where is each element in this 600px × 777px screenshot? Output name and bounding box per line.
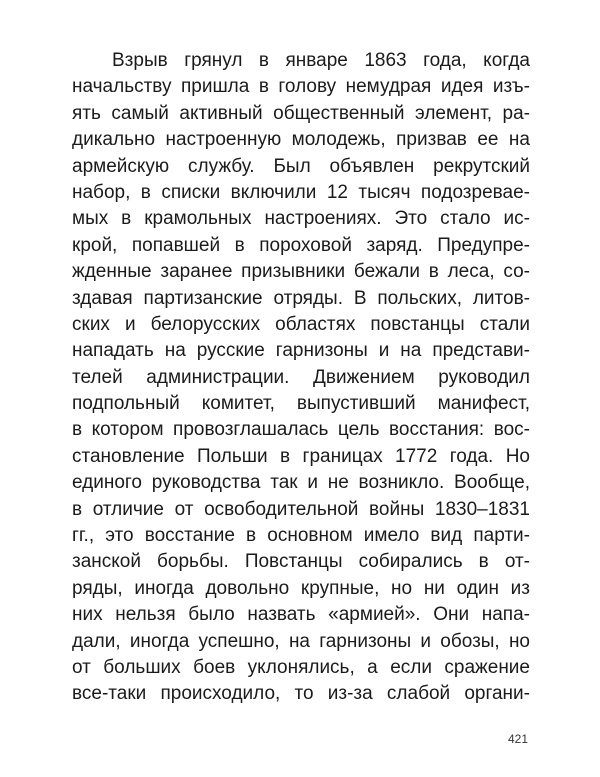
text-line: становление Польши в границах 1772 года. Но [72,445,530,467]
text-line: дикально настроенную молодежь, призвав ее на [72,129,530,151]
text-line: от больших боев уклонялись, а если сражение [72,656,530,678]
text-line: армейскую службу. Был объявлен рекрутский [72,155,530,177]
text-line: дали, иногда успешно, на гарнизоны и обозы, но [72,630,530,652]
text-line: крой, попавшей в пороховой заряд. Предупре- [72,234,530,256]
text-line: здавая партизанские отряды. В польских, литов- [72,287,530,309]
text-line: них нельзя было назвать «армией». Они напа- [72,604,530,626]
text-line: телей администрации. Движением руководил [72,366,530,388]
page-number: 421 [507,732,528,746]
text-line: в отличие от освободительной войны 1830–1831 [72,498,530,520]
text-line: начальству пришла в голову немудрая идея изъ- [72,76,530,98]
text-line: подпольный комитет, выпустивший манифест, [72,393,530,415]
text-line: ряды, иногда довольно крупные, но ни один из [72,577,530,599]
text-line: в котором провозглашалась цель восстания: вос- [72,419,530,441]
text-line: занской борьбы. Повстанцы собирались в от- [72,551,530,573]
text-line: гг., это восстание в основном имело вид парти- [72,525,530,547]
text-line: нападать на русские гарнизоны и на представи- [72,340,530,362]
text-line: ских и белорусских областях повстанцы стали [72,313,530,335]
text-line: ять самый активный общественный элемент, ра- [72,102,530,124]
text-line: жденные заранее призывники бежали в леса, со- [72,261,530,283]
body-text [72,48,530,708]
text-line: мых в крамольных настроениях. Это стало ис- [72,208,530,230]
text-line: набор, в списки включили 12 тысяч подозревае- [72,181,530,203]
text-line: Взрыв грянул в январе 1863 года, когда [112,50,530,71]
text-line: единого руководства так и не возникло. Вообще, [72,472,530,494]
text-line: все-таки происходило, то из-за слабой органи- [72,683,530,705]
